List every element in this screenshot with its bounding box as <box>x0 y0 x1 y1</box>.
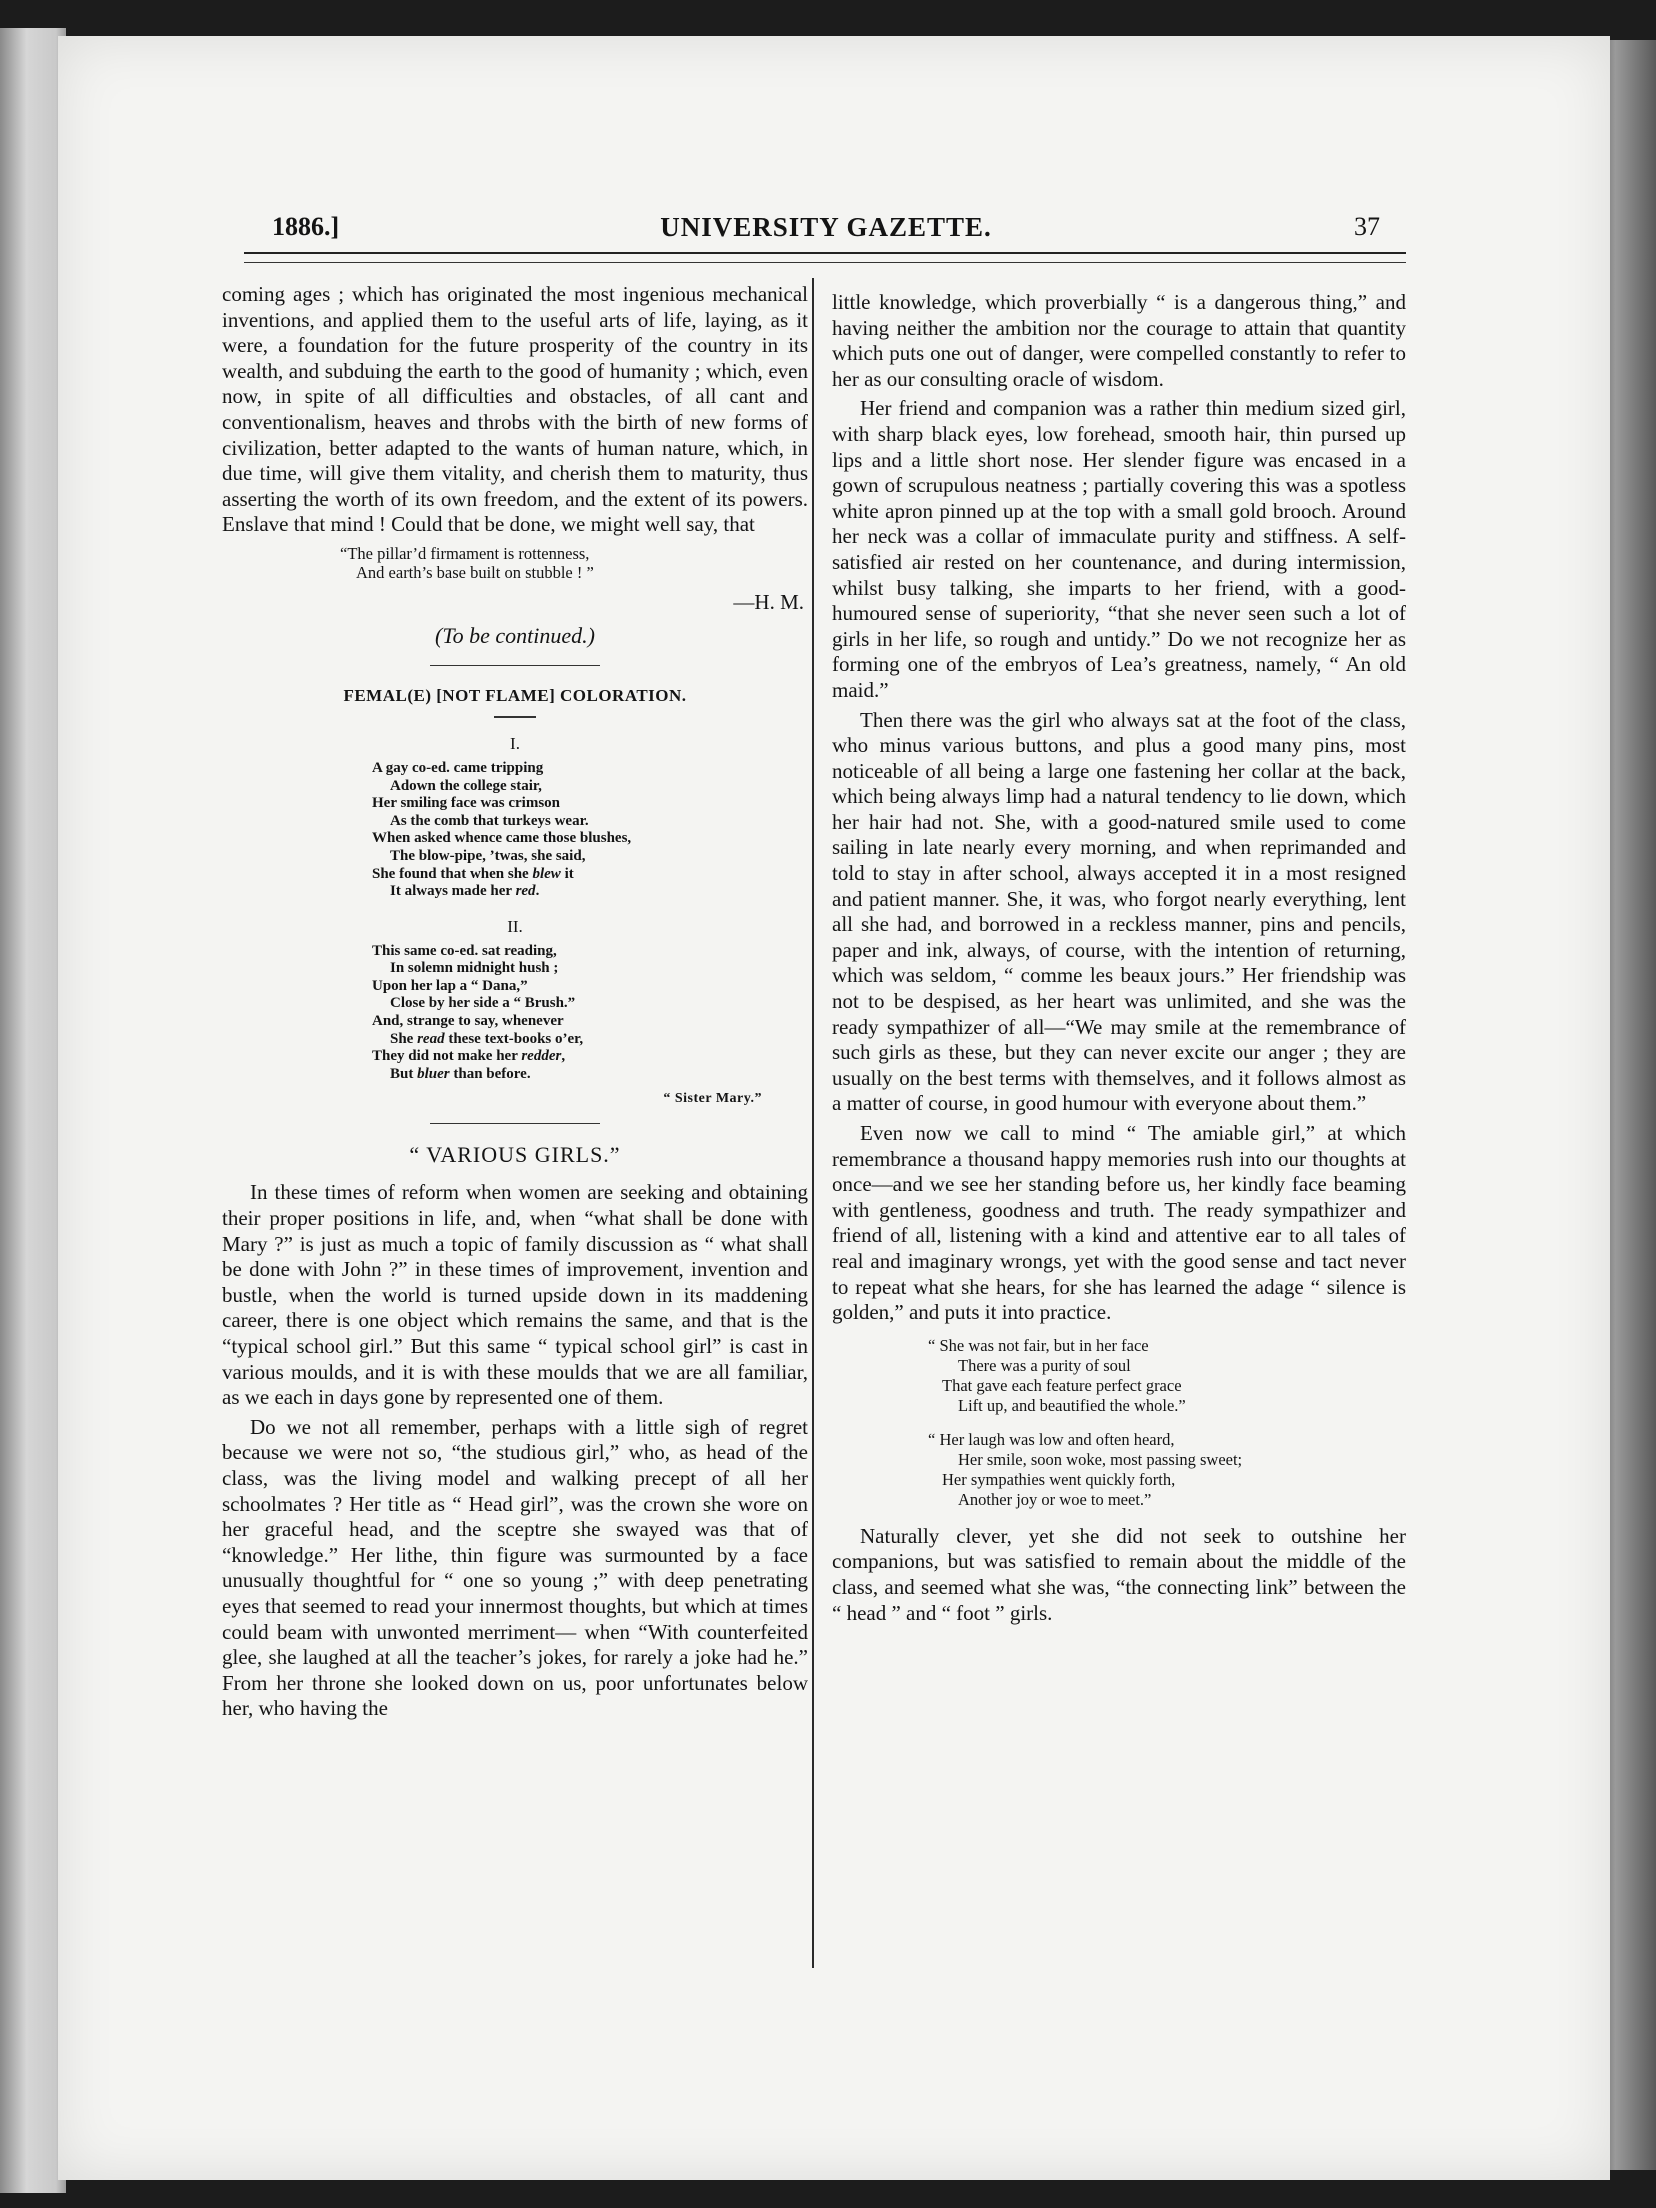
to-be-continued: (To be continued.) <box>435 622 595 648</box>
verse-line: “ Her laugh was low and often heard, <box>928 1429 1175 1449</box>
author-signature: —H. M. <box>733 589 804 614</box>
article-title: “ VARIOUS GIRLS.” <box>409 1142 621 1168</box>
poem-line: A gay co-ed. came tripping <box>372 759 544 776</box>
poem-title: FEMAL(E) [NOT FLAME] COLORATION. <box>343 685 687 705</box>
article-paragraph: little knowledge, which proverbially “ is a dangerous thing,” and having neither the ambition nor the courage to attain that quantity which puts one out of danger, were compelled constantly to refer to her as our consulting oracle of wisdom. <box>832 290 1406 391</box>
section-rule <box>430 1123 600 1124</box>
header-page-number: 37 <box>1354 212 1380 241</box>
poem-line: They did not make her redder, <box>372 1048 566 1065</box>
poem-line: Adown the college stair, <box>390 777 542 794</box>
pillar-quote <box>340 544 808 582</box>
verse-line: “ She was not fair, but in her face <box>928 1335 1149 1355</box>
column-divider <box>812 278 814 1968</box>
poem-line: Upon her lap a “ Dana,” <box>372 977 528 994</box>
title-rule <box>494 716 536 718</box>
article-paragraph: Do we not all remember, perhaps with a little sigh of regret because we were not so, “the studious girl,” who, as head of the class, was the living model and walking precept of all her schoolmates ? Her title as “ Head girl”, was the crown she wore on her graceful head, and the sceptre she swayed was that of “knowledge.” Her lithe, thin figure was surmounted by a face unusually thoughtful for “ one so young ;” with deep penetrating eyes that seemed to read your innermost thoughts, but which at times could beam with unwonted merriment— when “With counterfeited glee, she laughed at all the teacher’s jokes, for rarely a joke had he.” From her throne she looked down on us, poor unfortunates below her, who having the <box>222 1414 808 1721</box>
quote-line: “The pillar’d firmament is rottenness, <box>340 543 590 563</box>
stanza-number: II. <box>507 916 523 936</box>
scan-binding-left <box>0 28 66 2193</box>
article-paragraph: In these times of reform when women are seeking and obtaining their proper positions in life, and, when “what shall be done with Mary ?” is just as much a topic of family discussion as “ what shall be done with John ?” in these times of improvement, invention and bustle, when the world is turned upside down in its maddening career, there is one object which remains the same, and that is the “typical school girl.” But this same “ typical school girl” is cast in various moulds, and it is with these moulds that we are all familiar, as we each in days gone by represented one of them. <box>222 1180 808 1410</box>
poem-stanza-2 <box>372 943 808 1084</box>
poem-line: This same co-ed. sat reading, <box>372 942 557 959</box>
article-paragraph: Her friend and companion was a rather thin medium sized girl, with sharp black eyes, low forehead, smooth hair, thin pursed up lips and a little short nose. Her slender figure was encased in a gown of scrupulous neatness ; partially covering this was a spotless white apron pinned up at the top with a small gold brooch. Around her neck was a collar of immaculate purity and stiffness. A self-satisfied air rested on her countenance, and during intermission, whilst busy talking, she imparts to her friend, with a good-humoured sense of superiority, “that she never seen such a lot of girls in her life, so rough and untidy.” Do we not recognize her as forming one of the embryos of Lea’s greatness, namely, “ An old maid.” <box>832 396 1406 702</box>
header-year: 1886.] <box>272 212 340 241</box>
poem-line: It always made her red. <box>390 883 540 900</box>
verse-line: Lift up, and beautified the whole.” <box>958 1395 1186 1415</box>
header-title: UNIVERSITY GAZETTE. <box>660 212 992 242</box>
header-rule-thick <box>244 252 1406 254</box>
left-column <box>222 282 808 1722</box>
stanza-number: I. <box>510 733 520 753</box>
verse-line: There was a purity of soul <box>958 1355 1131 1375</box>
article-paragraph: Naturally clever, yet she did not seek to outshine her companions, but was satisfied to remain about the middle of the class, and seemed what she was, “the connecting link” between the “ head ” and “ foot ” girls. <box>832 1523 1406 1625</box>
poem-line: Close by her side a “ Brush.” <box>390 995 576 1012</box>
poem-line: She read these text-books o’er, <box>390 1030 584 1047</box>
poem-line: Her smiling face was crimson <box>372 795 561 812</box>
poem-line: As the comb that turkeys wear. <box>390 812 589 829</box>
quote-line: And earth’s base built on stubble ! ” <box>356 562 594 582</box>
section-rule <box>430 665 600 666</box>
header-rule-thin <box>244 262 1406 263</box>
article-paragraph: Then there was the girl who always sat at the foot of the class, who minus various buttons, and plus a good many pins, most noticeable of all being a large one fastening her collar at the back, which being always limp had a natural tendency to lie down, which her hair had not. She, with a good-natured smile used to come sailing in late nearly every morning, and when reprimanded and told to stay in after school, always accepted it in a most resigned and patient manner. She, it was, who forgot nearly everything, lent all she had, and borrowed in a reckless manner, pins and pencils, paper and ink, always, of course, with the intention of returning, which was seldom, “ comme les beaux jours.” Her friendship was not to be despised, as her heart was unlimited, and she was the ready sympathizer of all—“We may smile at the remembrance of such girls as these, but they can never excite our anger ; they are usually on the best terms with themselves, and it follows almost as a matter of course, in good humour with everyone about them.” <box>832 707 1406 1116</box>
poem-line: The blow-pipe, ’twas, she said, <box>390 847 586 864</box>
page-header <box>272 212 1380 252</box>
verse-line: Her smile, soon woke, most passing sweet; <box>958 1449 1243 1469</box>
poem-line: In solemn midnight hush ; <box>390 960 559 977</box>
verse-line: Another joy or woe to meet.” <box>958 1489 1152 1509</box>
verse-quote-2 <box>928 1430 1406 1510</box>
poem-stanza-1 <box>372 760 808 901</box>
poem-signature: “ Sister Mary.” <box>663 1091 762 1107</box>
poem-line: But bluer than before. <box>390 1065 531 1082</box>
poem-line: When asked whence came those blushes, <box>372 830 632 847</box>
verse-quote-1 <box>928 1336 1406 1416</box>
article-paragraph: Even now we call to mind “ The amiable girl,” at which remembrance a thousand happy memories rush into our thoughts at once—and we see her standing before us, her kindly face beaming with gentleness, goodness and truth. The ready sympathizer and friend of all, listening with a kind and attentive ear to all tales of real and imaginary wrongs, yet with the good sense and tact never to repeat what she hears, for she has learned the adage “ silence is golden,” and puts it into practice. <box>832 1121 1406 1325</box>
intro-paragraph: coming ages ; which has originated the most ingenious mechanical inventions, and applied them to the useful arts of life, laying, as it were, a foundation for the future prosperity of the country in its wealth, and subduing the earth to the good of humanity ; which, even now, in spite of all difficulties and obstacles, of all cant and conventionalism, heaves and throbs with the birth of new forms of civilization, better adapted to the wants of human nature, which, in due time, will give them vitality, and cherish them to maturity, thus asserting the worth of its own freedom, and the extent of its powers. Enslave that mind ! Could that be done, we might well say, that <box>222 282 808 537</box>
poem-line: And, strange to say, whenever <box>372 1013 564 1030</box>
right-column <box>832 290 1406 1626</box>
verse-line: That gave each feature perfect grace <box>942 1375 1182 1395</box>
poem-line: She found that when she blew it <box>372 865 574 882</box>
verse-line: Her sympathies went quickly forth, <box>942 1469 1176 1489</box>
